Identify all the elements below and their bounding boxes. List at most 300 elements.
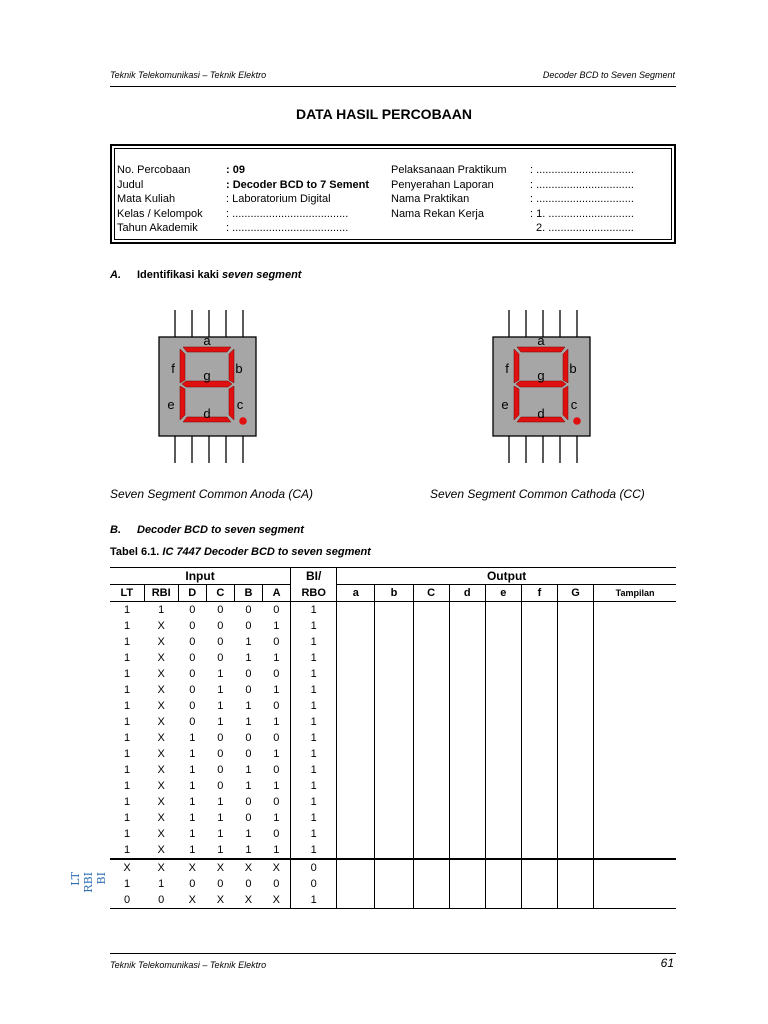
- bcd-r5-c0: 1: [123, 684, 131, 696]
- bcd-r15-c4: 1: [245, 844, 252, 856]
- footer-rule: [110, 953, 676, 954]
- ctrl-r0-c3: X: [206, 859, 234, 876]
- ctrl-out-r2-c3: [449, 892, 485, 909]
- segment-label-a: a: [203, 333, 211, 348]
- col-out-g: G: [558, 585, 594, 602]
- table-row: [110, 826, 676, 842]
- bcd-out-r9-c6: [558, 746, 594, 762]
- bcd-out-r11-c3: [449, 778, 485, 794]
- bcd-r14-c5: 0: [273, 828, 280, 840]
- ctrl-out-r0-c7: [594, 859, 676, 876]
- bcd-r6-c4: 1: [245, 700, 252, 712]
- bcd-out-r5-c5: [521, 682, 557, 698]
- bcd-r11-c4: 1: [245, 780, 252, 792]
- bcd-out-r2-c4: [485, 634, 521, 650]
- bcd-out-r4-c1: [375, 666, 413, 682]
- bcd-out-r8-c6: [558, 730, 594, 746]
- ctrl-r2-c4: X: [244, 894, 253, 906]
- bcd-r12-c0: 1: [123, 796, 131, 808]
- info-l2-3: Nama Rekan Kerja: [391, 207, 484, 220]
- bcd-out-r13-c4: [485, 810, 521, 826]
- bcd-out-r12-c0: [337, 794, 375, 810]
- ctrl-out-r2-c6: [558, 892, 594, 909]
- bcd-r12-c6: 1: [291, 794, 337, 810]
- bcd-r14-c4: 1: [245, 828, 252, 840]
- bcd-out-r14-c7: [594, 826, 676, 842]
- bcd-r15-c3: 1: [217, 844, 224, 856]
- bcd-out-r15-c4: [485, 842, 521, 859]
- bcd-r3-c3: 0: [217, 652, 224, 664]
- ctrl-out-r2-c0: [337, 892, 375, 909]
- section-b-title: Decoder BCD to seven segment: [137, 524, 304, 536]
- section-a-letter: A.: [110, 269, 121, 281]
- col-out-c: C: [413, 585, 449, 602]
- bcd-out-r0-c5: [521, 602, 557, 619]
- bcd-out-r8-c1: [375, 730, 413, 746]
- page-number: 61: [660, 956, 674, 970]
- page-title: DATA HASIL PERCOBAAN: [295, 106, 473, 122]
- seven-segment-cc-diagram: [484, 310, 604, 465]
- ctrl-out-r2-c1: [375, 892, 413, 909]
- col-d: D: [178, 585, 206, 602]
- ctrl-r1-c2: 0: [189, 878, 196, 890]
- bcd-out-r6-c2: [413, 698, 449, 714]
- bcd-r7-c3: 1: [217, 716, 224, 728]
- bcd-r0-c0: 1: [123, 604, 131, 616]
- bcd-out-r5-c0: [337, 682, 375, 698]
- ctrl-r1-c0: 1: [123, 878, 131, 890]
- bcd-r9-c5: 1: [273, 748, 280, 760]
- bcd-out-r7-c4: [485, 714, 521, 730]
- bcd-r11-c0: 1: [123, 780, 131, 792]
- bcd-r11-c6: 1: [291, 778, 337, 794]
- bcd-out-r14-c0: [337, 826, 375, 842]
- bcd-r1-c4: 0: [245, 620, 252, 632]
- bcd-out-r10-c3: [449, 762, 485, 778]
- bcd-out-r5-c4: [485, 682, 521, 698]
- ctrl-out-r0-c2: [413, 859, 449, 876]
- bcd-r10-c4: 1: [245, 764, 252, 776]
- bcd-out-r2-c7: [594, 634, 676, 650]
- bcd-out-r3-c7: [594, 650, 676, 666]
- bcd-r15-c0: 1: [123, 844, 131, 856]
- ctrl-r0-c4: X: [234, 859, 262, 876]
- table-row: [110, 810, 676, 826]
- bcd-r7-c6: 1: [291, 714, 337, 730]
- bcd-out-r8-c2: [413, 730, 449, 746]
- bcd-out-r14-c1: [375, 826, 413, 842]
- bcd-out-r11-c6: [558, 778, 594, 794]
- info-l2-1: Penyerahan Laporan: [391, 178, 494, 191]
- table-header-group: [110, 568, 676, 585]
- bcd-out-r0-c6: [558, 602, 594, 619]
- bcd-out-r0-c4: [485, 602, 521, 619]
- bcd-out-r1-c7: [594, 618, 676, 634]
- bcd-out-r8-c4: [485, 730, 521, 746]
- ctrl-out-r2-c5: [521, 892, 557, 909]
- table-bottom-rule: [110, 909, 676, 910]
- bcd-r10-c3: 0: [217, 764, 224, 776]
- ctrl-out-r1-c2: [413, 876, 449, 892]
- bcd-out-r5-c7: [594, 682, 676, 698]
- bcd-out-r4-c3: [449, 666, 485, 682]
- ctrl-out-r2-c2: [413, 892, 449, 909]
- table-row: [110, 714, 676, 730]
- info-v2-3: : 1. ............................: [530, 207, 634, 220]
- info-v2-2: : ................................: [530, 193, 634, 206]
- bcd-r5-c3: 1: [217, 684, 224, 696]
- bcd-out-r8-c7: [594, 730, 676, 746]
- section-b-letter: B.: [110, 524, 121, 536]
- bcd-r2-c4: 1: [245, 636, 252, 648]
- ctrl-out-r0-c0: [337, 859, 375, 876]
- info-v2-0: : ................................: [530, 164, 634, 176]
- bcd-r7-c5: 1: [273, 716, 280, 728]
- bcd-out-r7-c5: [521, 714, 557, 730]
- segment-label-a: a: [537, 333, 545, 348]
- table-row: [110, 698, 676, 714]
- bcd-out-r13-c2: [413, 810, 449, 826]
- bcd-r4-c0: 1: [123, 668, 131, 680]
- bcd-out-r11-c1: [375, 778, 413, 794]
- bcd-out-r14-c5: [521, 826, 557, 842]
- bcd-r5-c2: 0: [189, 684, 196, 696]
- bcd-r13-c3: 1: [217, 812, 224, 824]
- segment-label-d: d: [537, 406, 545, 421]
- bcd-out-r11-c4: [485, 778, 521, 794]
- ctrl-out-r0-c6: [558, 859, 594, 876]
- bcd-r3-c6: 1: [291, 650, 337, 666]
- caption-common-anode: Seven Segment Common Anoda (CA): [110, 487, 313, 501]
- bcd-r10-c0: 1: [123, 764, 131, 776]
- header-bi: BI/: [291, 568, 337, 585]
- bcd-out-r9-c5: [521, 746, 557, 762]
- bcd-r4-c4: 0: [245, 668, 252, 680]
- bcd-out-r1-c3: [449, 618, 485, 634]
- bcd-out-r1-c1: [375, 618, 413, 634]
- bcd-out-r9-c4: [485, 746, 521, 762]
- bcd-out-r1-c4: [485, 618, 521, 634]
- info-v1-0: : 09: [226, 164, 245, 176]
- info-l2-0: Pelaksanaan Praktikum: [391, 164, 507, 176]
- ctrl-out-r0-c3: [449, 859, 485, 876]
- bcd-r7-c2: 0: [189, 716, 196, 728]
- table-row: [110, 842, 676, 859]
- segment-label-e: e: [167, 397, 175, 412]
- bcd-r2-c5: 0: [273, 636, 280, 648]
- bcd-r3-c1: X: [157, 652, 165, 664]
- segment-f: [180, 349, 185, 383]
- bcd-r12-c3: 1: [217, 796, 224, 808]
- bcd-out-r10-c2: [413, 762, 449, 778]
- ctrl-r2-c1: 0: [158, 894, 165, 906]
- segment-label-c: c: [570, 397, 578, 412]
- ctrl-out-r1-c6: [558, 876, 594, 892]
- bcd-out-r5-c6: [558, 682, 594, 698]
- segment-b: [563, 349, 568, 383]
- bcd-r6-c0: 1: [123, 700, 131, 712]
- bcd-r5-c1: X: [157, 684, 165, 696]
- bcd-out-r7-c6: [558, 714, 594, 730]
- col-out-e: e: [485, 585, 521, 602]
- bcd-out-r13-c3: [449, 810, 485, 826]
- bcd-r13-c1: X: [157, 812, 165, 824]
- bcd-out-r9-c7: [594, 746, 676, 762]
- table-row: [110, 730, 676, 746]
- bcd-out-r12-c5: [521, 794, 557, 810]
- bcd-out-r15-c7: [594, 842, 676, 859]
- bcd-r11-c1: X: [157, 780, 165, 792]
- bcd-out-r4-c6: [558, 666, 594, 682]
- bcd-r15-c2: 1: [189, 844, 196, 856]
- bcd-r10-c1: X: [157, 764, 165, 776]
- bcd-r14-c3: 1: [217, 828, 224, 840]
- bcd-r0-c3: 0: [217, 604, 224, 616]
- bcd-r8-c5: 0: [273, 732, 280, 744]
- bcd-out-r15-c5: [521, 842, 557, 859]
- bcd-r0-c5: 0: [273, 604, 280, 616]
- bcd-out-r3-c2: [413, 650, 449, 666]
- bcd-r13-c0: 1: [123, 812, 131, 824]
- bcd-r10-c2: 1: [189, 764, 196, 776]
- bcd-r14-c0: 1: [123, 828, 131, 840]
- col-b: B: [234, 585, 262, 602]
- bcd-out-r8-c0: [337, 730, 375, 746]
- bcd-r9-c0: 1: [123, 748, 131, 760]
- table-row: [110, 746, 676, 762]
- bcd-out-r10-c0: [337, 762, 375, 778]
- bcd-r2-c1: X: [157, 636, 165, 648]
- bcd-r14-c6: 1: [291, 826, 337, 842]
- segment-label-d: d: [203, 406, 211, 421]
- header-input: Input: [110, 568, 291, 585]
- bcd-r0-c4: 0: [245, 604, 252, 616]
- bcd-out-r7-c0: [337, 714, 375, 730]
- info-l2-2: Nama Praktikan: [391, 193, 470, 206]
- bcd-out-r9-c2: [413, 746, 449, 762]
- table-caption: [110, 546, 371, 558]
- bcd-out-r6-c5: [521, 698, 557, 714]
- ctrl-r0-c6: 0: [291, 859, 337, 876]
- bcd-out-r13-c7: [594, 810, 676, 826]
- segment-label-c: c: [236, 397, 244, 412]
- segment-f: [514, 349, 519, 383]
- bcd-out-r1-c2: [413, 618, 449, 634]
- segment-e: [180, 386, 185, 420]
- ctrl-out-r0-c1: [375, 859, 413, 876]
- bcd-out-r10-c4: [485, 762, 521, 778]
- bcd-r13-c5: 1: [273, 812, 280, 824]
- bcd-out-r0-c3: [449, 602, 485, 619]
- bcd-out-r8-c5: [521, 730, 557, 746]
- bcd-out-r13-c6: [558, 810, 594, 826]
- bcd-out-r8-c3: [449, 730, 485, 746]
- bcd-r11-c2: 1: [189, 780, 196, 792]
- bcd-out-r10-c6: [558, 762, 594, 778]
- bcd-r2-c6: 1: [291, 634, 337, 650]
- ctrl-out-r2-c7: [594, 892, 676, 909]
- bcd-out-r7-c2: [413, 714, 449, 730]
- ctrl-out-r1-c5: [521, 876, 557, 892]
- bcd-r1-c5: 1: [273, 620, 280, 632]
- bcd-r4-c2: 0: [189, 668, 196, 680]
- bcd-r0-c1: 1: [158, 604, 165, 616]
- bcd-out-r4-c0: [337, 666, 375, 682]
- bcd-out-r12-c1: [375, 794, 413, 810]
- bcd-r8-c6: 1: [291, 730, 337, 746]
- header-left: Teknik Telekomunikasi – Teknik Elektro: [110, 70, 267, 80]
- ctrl-r1-c6: 0: [291, 876, 337, 892]
- bcd-out-r15-c2: [413, 842, 449, 859]
- info-l1-3: Kelas / Kelompok: [117, 207, 203, 220]
- segment-label-g: g: [537, 368, 545, 383]
- table-header-columns: [110, 585, 676, 602]
- bcd-out-r1-c5: [521, 618, 557, 634]
- table-row: [110, 859, 676, 876]
- ctrl-r2-c0: 0: [123, 894, 131, 906]
- bcd-out-r0-c7: [594, 602, 676, 619]
- col-out-d: d: [449, 585, 485, 602]
- bcd-out-r12-c3: [449, 794, 485, 810]
- table-row: [110, 618, 676, 634]
- segment-label-f: f: [505, 361, 509, 376]
- segment-label-f: f: [171, 361, 175, 376]
- bcd-out-r5-c1: [375, 682, 413, 698]
- ctrl-r2-c3: X: [216, 894, 225, 906]
- bcd-r12-c5: 0: [273, 796, 280, 808]
- bcd-out-r2-c2: [413, 634, 449, 650]
- col-c: C: [206, 585, 234, 602]
- ctrl-r0-c2: X: [178, 859, 206, 876]
- bcd-r4-c6: 1: [291, 666, 337, 682]
- table-row: [110, 762, 676, 778]
- ctrl-r2-c5: X: [272, 894, 280, 906]
- bcd-out-r9-c3: [449, 746, 485, 762]
- bcd-r14-c2: 1: [189, 828, 196, 840]
- ctrl-r1-c5: 0: [273, 878, 280, 890]
- ctrl-out-r1-c0: [337, 876, 375, 892]
- ctrl-out-r1-c1: [375, 876, 413, 892]
- bcd-out-r6-c4: [485, 698, 521, 714]
- bcd-out-r4-c4: [485, 666, 521, 682]
- table-row: [110, 682, 676, 698]
- bcd-out-r3-c6: [558, 650, 594, 666]
- caption-common-cathode: Seven Segment Common Cathoda (CC): [430, 487, 645, 501]
- ctrl-out-r1-c3: [449, 876, 485, 892]
- bcd-out-r5-c2: [413, 682, 449, 698]
- bcd-out-r10-c7: [594, 762, 676, 778]
- ctrl-r2-c2: X: [188, 894, 196, 906]
- bcd-r6-c1: X: [157, 700, 165, 712]
- col-rbi: RBI: [144, 585, 178, 602]
- bcd-r13-c4: 0: [245, 812, 252, 824]
- bcd-r0-c2: 0: [189, 604, 196, 616]
- bcd-r9-c4: 0: [245, 748, 252, 760]
- bcd-out-r14-c3: [449, 826, 485, 842]
- bcd-out-r15-c1: [375, 842, 413, 859]
- table-row: [110, 876, 676, 892]
- section-a-title: [137, 269, 301, 281]
- table-row: [110, 778, 676, 794]
- bcd-out-r3-c3: [449, 650, 485, 666]
- table-bottom: [110, 909, 676, 910]
- bcd-out-r2-c5: [521, 634, 557, 650]
- bcd-out-r9-c1: [375, 746, 413, 762]
- segment-c: [229, 386, 234, 420]
- bcd-out-r11-c5: [521, 778, 557, 794]
- bcd-out-r15-c0: [337, 842, 375, 859]
- header-right: Decoder BCD to Seven Segment: [542, 70, 675, 80]
- col-out-b: b: [375, 585, 413, 602]
- col-rbo: RBO: [291, 585, 337, 602]
- col-out-a: a: [337, 585, 375, 602]
- truth-table: [110, 567, 676, 909]
- col-out-f: f: [521, 585, 557, 602]
- bcd-out-r10-c5: [521, 762, 557, 778]
- bcd-r8-c1: X: [157, 732, 165, 744]
- ctrl-r1-c1: 1: [158, 878, 165, 890]
- bcd-r5-c4: 0: [245, 684, 252, 696]
- bcd-out-r1-c6: [558, 618, 594, 634]
- bcd-out-r2-c1: [375, 634, 413, 650]
- table-row: [110, 602, 676, 619]
- bcd-out-r3-c1: [375, 650, 413, 666]
- bcd-r2-c0: 1: [123, 636, 131, 648]
- bcd-r4-c5: 0: [273, 668, 280, 680]
- side-label-lt: LT: [69, 872, 82, 886]
- bcd-out-r0-c0: [337, 602, 375, 619]
- bcd-r6-c2: 0: [189, 700, 196, 712]
- bcd-r1-c1: X: [157, 620, 165, 632]
- bcd-out-r2-c0: [337, 634, 375, 650]
- bcd-r9-c1: X: [157, 748, 165, 760]
- bcd-out-r12-c2: [413, 794, 449, 810]
- bcd-out-r6-c3: [449, 698, 485, 714]
- bcd-r3-c5: 1: [273, 652, 280, 664]
- ctrl-r0-c5: X: [263, 859, 291, 876]
- ctrl-r1-c3: 0: [217, 878, 224, 890]
- bcd-r0-c6: 1: [291, 602, 337, 619]
- decimal-point: [239, 417, 247, 425]
- bcd-r8-c0: 1: [123, 732, 131, 744]
- segment-c: [563, 386, 568, 420]
- table-row: [110, 650, 676, 666]
- bcd-out-r3-c4: [485, 650, 521, 666]
- segment-label-e: e: [501, 397, 509, 412]
- bcd-out-r13-c5: [521, 810, 557, 826]
- info-v1-1: : Decoder BCD to 7 Sement: [226, 178, 370, 191]
- bcd-out-r11-c2: [413, 778, 449, 794]
- bcd-r8-c2: 1: [189, 732, 196, 744]
- bcd-r4-c1: X: [157, 668, 165, 680]
- bcd-out-r12-c6: [558, 794, 594, 810]
- bcd-r6-c6: 1: [291, 698, 337, 714]
- bcd-r3-c4: 1: [245, 652, 252, 664]
- bcd-r5-c5: 1: [273, 684, 280, 696]
- segment-label-b: b: [569, 361, 577, 376]
- table-caption-title: IC 7447 Decoder BCD to seven segment: [159, 546, 371, 558]
- bcd-out-r11-c7: [594, 778, 676, 794]
- bcd-r7-c4: 1: [245, 716, 252, 728]
- table-row: [110, 634, 676, 650]
- bcd-out-r14-c4: [485, 826, 521, 842]
- bcd-r12-c1: X: [157, 796, 165, 808]
- bcd-out-r9-c0: [337, 746, 375, 762]
- bcd-out-r6-c1: [375, 698, 413, 714]
- bcd-r13-c6: 1: [291, 810, 337, 826]
- bcd-r1-c3: 0: [217, 620, 224, 632]
- footer-left: Teknik Telekomunikasi – Teknik Elektro: [110, 960, 267, 970]
